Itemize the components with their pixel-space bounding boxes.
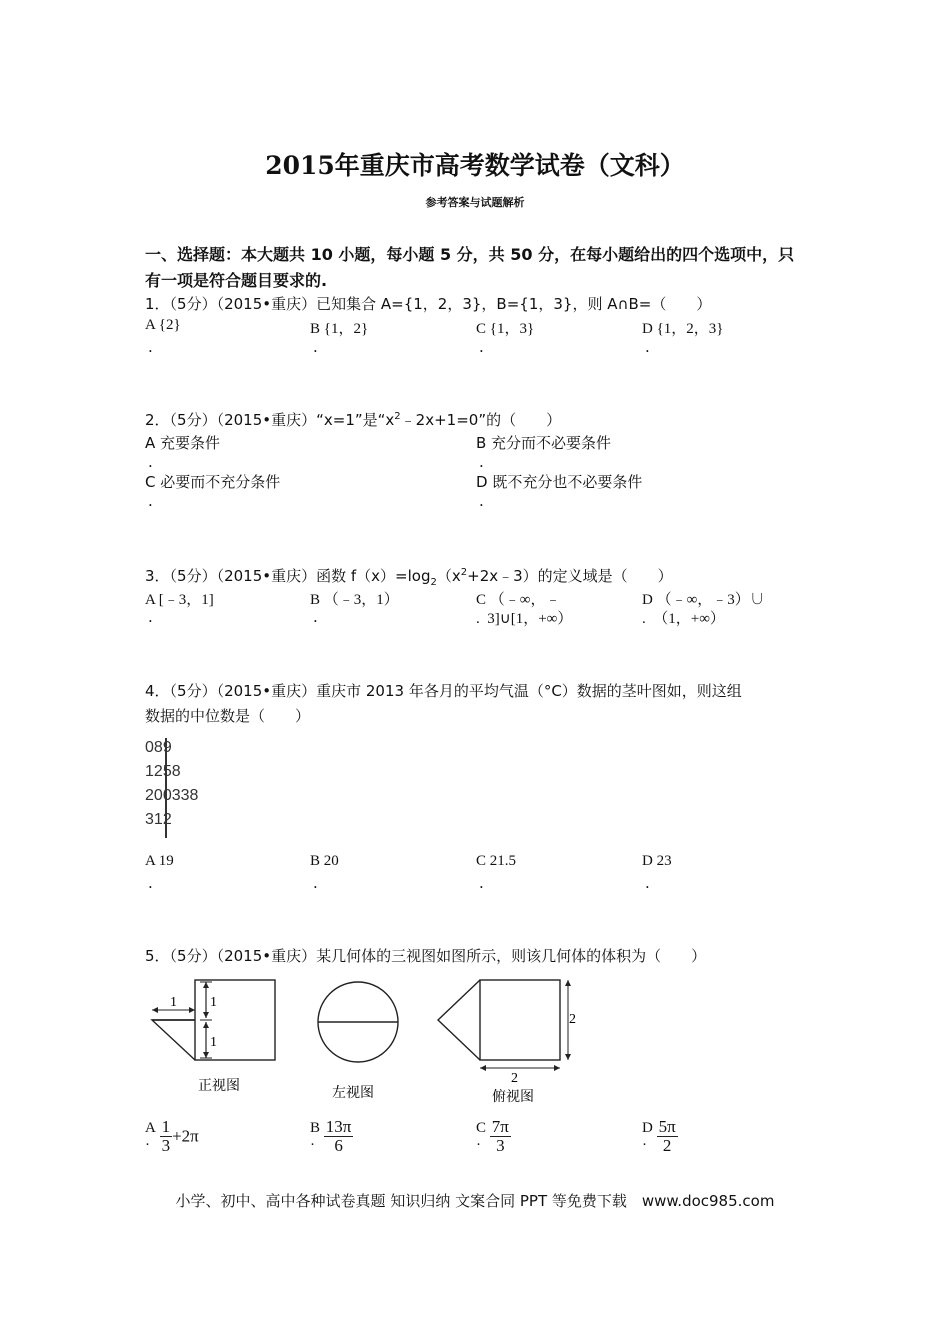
q5-c-fraction: $\frac{7\pi}{3}$ xyxy=(491,1117,509,1155)
front-dim-label-top: 1 xyxy=(170,995,177,1010)
stem-0: 0 xyxy=(145,739,154,756)
leaf: 8 xyxy=(171,763,181,780)
leaf: 1 xyxy=(153,811,163,828)
page-title: 2015年重庆市高考数学试卷（文科） xyxy=(265,151,685,180)
top-view-triangle xyxy=(438,980,480,1060)
leaf: 8 xyxy=(153,739,163,756)
top-view-arrows xyxy=(480,980,571,1071)
q4-dot-a: . xyxy=(148,874,153,892)
q3-option-c-line1: C （﹣∞，﹣ xyxy=(476,592,561,608)
q2-option-d: D 既不充分也不必要条件 xyxy=(476,473,643,491)
q3-option-c-line2: . 3]∪[1，+∞） xyxy=(476,611,573,627)
q3-stem: 3．（5分）（2015•重庆）函数 $f(x)=\log_2(x^2+2x﹣3)$的定义域是（ ） xyxy=(145,567,673,588)
section-heading-line1: 一、选择题：本大题共 10 小题，每小题 5 分，共 50 分，在每小题给出的四个选项中，只 xyxy=(145,245,795,264)
leaf: 0 xyxy=(162,787,172,804)
q5-option-b: B · $\frac{13\pi}{6}$ xyxy=(310,1117,352,1155)
stem-1: 1 xyxy=(145,763,154,780)
side-view xyxy=(318,982,398,1062)
q4-option-d: D 23 xyxy=(642,853,672,869)
side-view-label: 左视图 xyxy=(332,1085,374,1101)
q2-option-c: C 必要而不充分条件 xyxy=(145,473,281,491)
q3-dot-a: . xyxy=(148,608,153,626)
three-view-figure xyxy=(140,970,600,1110)
stem-2: 2 xyxy=(145,787,154,804)
q5-option-d: D · $\frac{5\pi}{2}$ xyxy=(642,1117,676,1155)
q2-stem: 2．（5分）（2015•重庆）“x=1”是“$x^2﹣2x+1=0$”的（ ） xyxy=(145,411,562,429)
q1-dot-a: . xyxy=(148,338,153,356)
front-dim-label-lower: 1 xyxy=(210,1035,217,1050)
q1-dot-c: . xyxy=(479,338,484,356)
q4-option-c: C 21.5 xyxy=(476,853,517,869)
page-footer: 小学、初中、高中各种试卷真题 知识归纳 文案合同 PPT 等免费下载 www.doc985.com xyxy=(175,1192,775,1210)
q4-dot-c: . xyxy=(479,874,484,892)
q2-option-a: A 充要条件 xyxy=(145,434,221,452)
q2-dot-b: . xyxy=(479,453,484,471)
arrow-head xyxy=(203,982,209,988)
stem-3: 3 xyxy=(145,811,154,828)
leaf: 5 xyxy=(162,763,172,780)
leaf: 3 xyxy=(180,787,190,804)
arrow-head xyxy=(203,1052,209,1058)
arrow-head xyxy=(203,1022,209,1028)
leaf: 3 xyxy=(171,787,181,804)
q2-dot-a: . xyxy=(148,453,153,471)
arrow-head xyxy=(565,1054,571,1060)
q2-dot-c: . xyxy=(148,492,153,510)
arrow-head xyxy=(152,1007,158,1013)
top-view xyxy=(438,980,568,1068)
arrow-head xyxy=(554,1065,560,1071)
q3-option-d-line2: . （1，+∞） xyxy=(642,611,725,627)
q4-stem-line2: 数据的中位数是（ ） xyxy=(145,707,311,725)
q5-d-fraction: $\frac{5\pi}{2}$ xyxy=(658,1117,676,1155)
top-dim-label-horizontal: 2 xyxy=(511,1071,518,1086)
arrow-head xyxy=(480,1065,486,1071)
arrow-head xyxy=(189,1007,195,1013)
q4-stem-line1: 4．（5分）（2015•重庆）重庆市 2013 年各月的平均气温（°C）数据的茎叶图如，则这组 xyxy=(145,682,742,700)
q3-option-a: A [﹣3，1] xyxy=(145,592,214,608)
leaf: 2 xyxy=(162,811,172,828)
top-dim-label-vertical: 2 xyxy=(569,1012,576,1027)
leaf: 2 xyxy=(153,763,163,780)
q5-stem: 5．（5分）（2015•重庆）某几何体的三视图如图所示，则该几何体的体积为（ ） xyxy=(145,947,707,965)
leaf: 8 xyxy=(189,787,199,804)
q1-dot-d: . xyxy=(645,338,650,356)
q5-a-fraction: $\frac{1}{3}$ xyxy=(161,1117,171,1155)
q2-dot-d: . xyxy=(479,492,484,510)
front-view-label: 正视图 xyxy=(198,1078,240,1094)
front-view-triangle xyxy=(152,1020,195,1060)
q5-b-fraction: $\frac{13\pi}{6}$ xyxy=(325,1117,352,1155)
q1-dot-b: . xyxy=(313,338,318,356)
q3-option-d-line1: D （﹣∞，﹣3）∪ xyxy=(642,592,765,608)
q2-option-b: B 充分而不必要条件 xyxy=(476,434,612,452)
q1-option-d: D {1，2，3} xyxy=(642,321,724,337)
q1-option-b: B {1，2} xyxy=(310,321,369,337)
top-view-label: 俯视图 xyxy=(492,1089,534,1105)
q5-option-a: A · $\frac{1}{3}$ +2π xyxy=(145,1117,199,1155)
q1-option-a: A {2} xyxy=(145,317,181,333)
q4-option-a: A 19 xyxy=(145,853,174,869)
leaf: 9 xyxy=(162,739,172,756)
q4-dot-d: . xyxy=(645,874,650,892)
top-view-square xyxy=(480,980,560,1060)
arrow-head xyxy=(203,1012,209,1018)
q3-option-b: B （﹣3，1） xyxy=(310,592,399,608)
q4-dot-b: . xyxy=(313,874,318,892)
page-subtitle: 参考答案与试题解析 xyxy=(425,196,525,209)
q3-dot-b: . xyxy=(313,608,318,626)
section-heading-line2: 有一项是符合题目要求的. xyxy=(145,271,328,290)
q4-option-b: B 20 xyxy=(310,853,339,869)
q1-stem: 1．（5分）（2015•重庆）已知集合 A={1，2，3}，B={1，3}，则 A∩B=（ ） xyxy=(145,295,712,313)
front-dim-label-upper: 1 xyxy=(210,995,217,1010)
arrow-head xyxy=(565,980,571,986)
q1-option-c: C {1，3} xyxy=(476,321,535,337)
leaf: 0 xyxy=(153,787,163,804)
q5-option-c: C · $\frac{7\pi}{3}$ xyxy=(476,1117,509,1155)
